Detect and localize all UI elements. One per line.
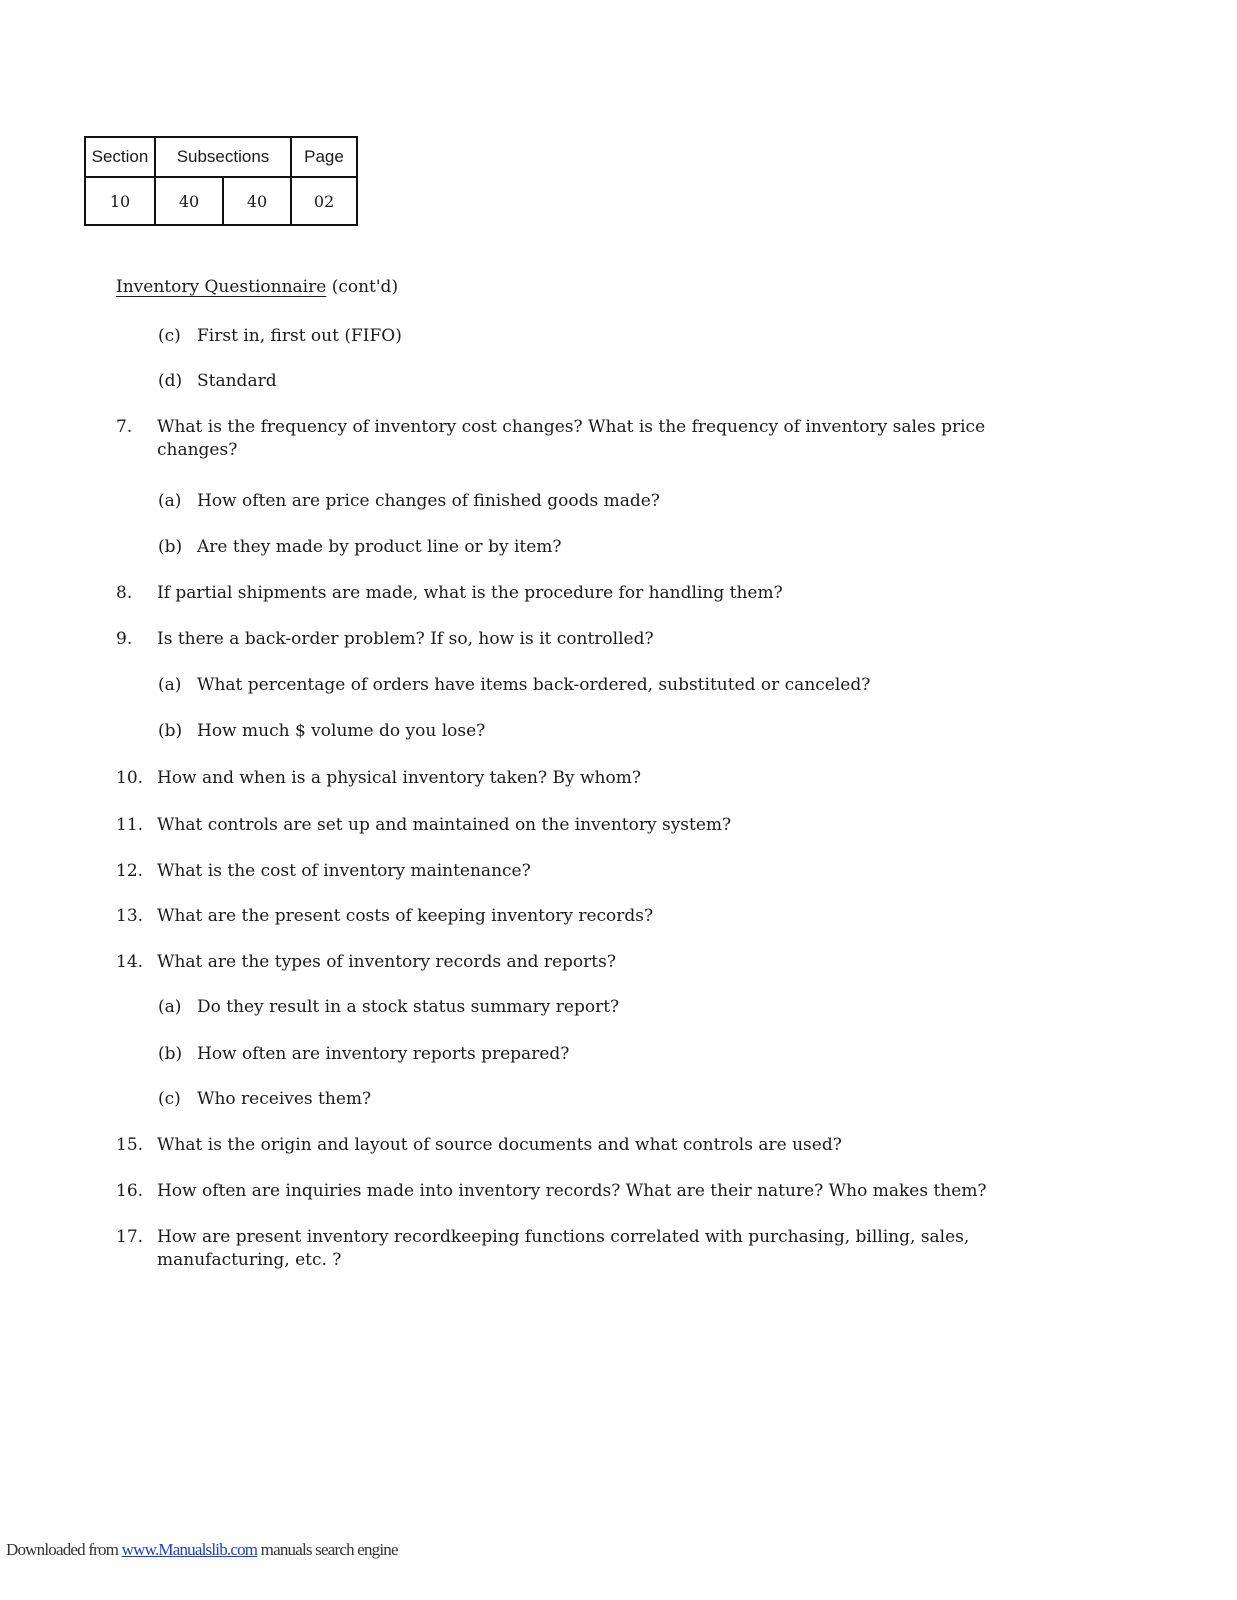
question-text: What are the present costs of keeping inventory records? — [157, 906, 654, 926]
question-text-continued: manufacturing, etc. ? — [157, 1250, 342, 1270]
question-number: 16. — [116, 1181, 144, 1201]
sub-item-label: (d) — [158, 371, 183, 391]
section-number: 10 — [85, 177, 155, 225]
page-title-main: Inventory Questionnaire — [116, 277, 327, 297]
sub-item-text: Standard — [197, 371, 277, 391]
footer-prefix: Downloaded from — [6, 1540, 122, 1559]
question-number: 9. — [116, 629, 133, 649]
sub-item-label: (b) — [158, 1044, 183, 1064]
sub-item-label: (a) — [158, 675, 182, 695]
question-number: 17. — [116, 1227, 144, 1247]
question-text: Is there a back-order problem? If so, how is it controlled? — [157, 629, 654, 649]
question-text: If partial shipments are made, what is the procedure for handling them? — [157, 583, 783, 603]
question-text: What controls are set up and maintained on the inventory system? — [157, 815, 732, 835]
sub-item-text: Are they made by product line or by item? — [197, 537, 562, 557]
question-number: 10. — [116, 768, 144, 788]
sub-item-text: How often are price changes of finished goods made? — [197, 491, 660, 511]
section-header-box — [84, 136, 358, 226]
question-number: 13. — [116, 906, 144, 926]
subsection-number-1: 40 — [155, 177, 223, 225]
footer-link[interactable]: www.Manualslib.com — [121, 1540, 258, 1559]
sub-item-text: How much $ volume do you lose? — [197, 721, 486, 741]
page-title — [116, 277, 398, 297]
download-footer — [6, 1540, 398, 1560]
sub-item-text: Do they result in a stock status summary report? — [197, 997, 620, 1017]
sub-item-label: (a) — [158, 491, 182, 511]
sub-item-label: (c) — [158, 326, 181, 346]
question-number: 15. — [116, 1135, 144, 1155]
question-number: 8. — [116, 583, 133, 603]
page-label: Page — [291, 137, 357, 177]
question-number: 11. — [116, 815, 144, 835]
sub-item-label: (b) — [158, 537, 183, 557]
question-text: What is the frequency of inventory cost changes? What is the frequency of inventory sales price — [157, 417, 986, 437]
subsections-label: Subsections — [155, 137, 291, 177]
subsection-number-2: 40 — [223, 177, 291, 225]
sub-item-label: (a) — [158, 997, 182, 1017]
question-text: How are present inventory recordkeeping functions correlated with purchasing, billing, sales, — [157, 1227, 970, 1247]
question-text: What are the types of inventory records and reports? — [157, 952, 616, 972]
question-text: How often are inquiries made into inventory records? What are their nature? Who makes them? — [157, 1181, 987, 1201]
section-label: Section — [85, 137, 155, 177]
question-number: 12. — [116, 861, 144, 881]
question-text: What is the origin and layout of source documents and what controls are used? — [157, 1135, 842, 1155]
sub-item-label: (c) — [158, 1089, 181, 1109]
question-text-continued: changes? — [157, 440, 238, 460]
question-text: What is the cost of inventory maintenance? — [157, 861, 531, 881]
sub-item-text: What percentage of orders have items back-ordered, substituted or canceled? — [197, 675, 871, 695]
footer-suffix: manuals search engine — [257, 1540, 398, 1559]
question-number: 14. — [116, 952, 144, 972]
question-text: How and when is a physical inventory taken? By whom? — [157, 768, 641, 788]
page-title-suffix: (cont'd) — [331, 277, 399, 297]
page-number: 02 — [291, 177, 357, 225]
question-number: 7. — [116, 417, 133, 437]
sub-item-text: How often are inventory reports prepared? — [197, 1044, 570, 1064]
sub-item-text: First in, first out (FIFO) — [197, 326, 402, 346]
sub-item-text: Who receives them? — [197, 1089, 372, 1109]
sub-item-label: (b) — [158, 721, 183, 741]
